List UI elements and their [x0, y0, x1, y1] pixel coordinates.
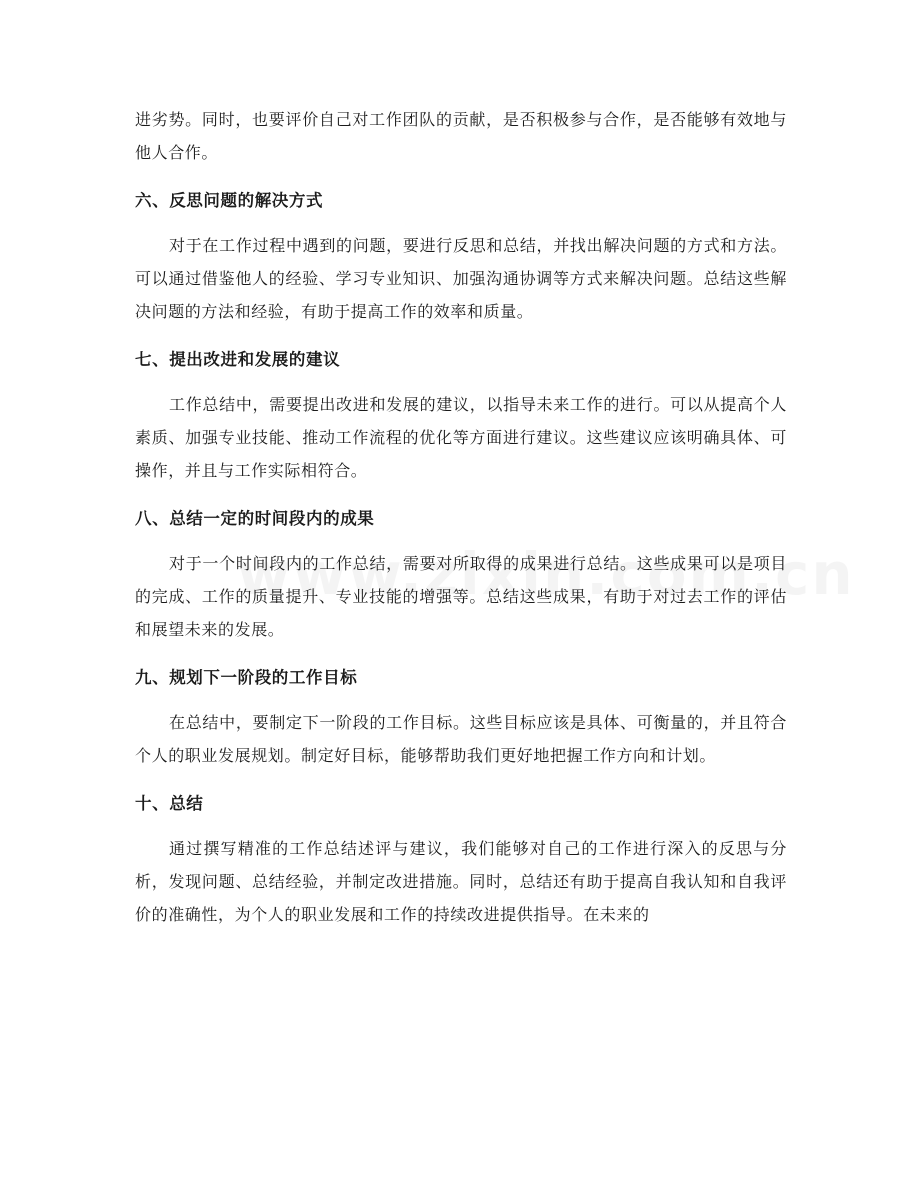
section-body-9: 在总结中，要制定下一阶段的工作目标。这些目标应该是具体、可衡量的，并且符合个人的职业发展规划。制定好目标，能够帮助我们更好地把握工作方向和计划。 — [135, 713, 787, 765]
section-body-6: 对于在工作过程中遇到的问题，要进行反思和总结，并找出解决问题的方式和方法。可以通过借鉴他人的经验、学习专业知识、加强沟通协调等方式来解决问题。总结这些解决问题的方法和经验，有助于提高工作的效率和质量。 — [135, 236, 787, 321]
section-heading-7: 七、提出改进和发展的建议 — [135, 350, 341, 369]
section-heading-6: 六、反思问题的解决方式 — [135, 191, 324, 210]
intro-paragraph: 进劣势。同时，也要评价自己对工作团队的贡献，是否积极参与合作，是否能够有效地与他人合作。 — [135, 110, 787, 162]
document-content — [135, 103, 787, 931]
section-heading-10: 十、总结 — [135, 794, 204, 813]
section-body-8: 对于一个时间段内的工作总结，需要对所取得的成果进行总结。这些成果可以是项目的完成、工作的质量提升、专业技能的增强等。总结这些成果，有助于对过去工作的评估和展望未来的发展。 — [135, 554, 787, 639]
section-heading-9: 九、规划下一阶段的工作目标 — [135, 668, 358, 687]
section-heading-8: 八、总结一定的时间段内的成果 — [135, 509, 375, 528]
section-body-7: 工作总结中，需要提出改进和发展的建议，以指导未来工作的进行。可以从提高个人素质、加强专业技能、推动工作流程的优化等方面进行建议。这些建议应该明确具体、可操作，并且与工作实际相符合。 — [135, 395, 787, 480]
section-body-10: 通过撰写精准的工作总结述评与建议，我们能够对自己的工作进行深入的反思与分析，发现问题、总结经验，并制定改进措施。同时，总结还有助于提高自我认知和自我评价的准确性，为个人的职业发展和工作的持续改进提供指导。在未来的 — [135, 839, 787, 924]
